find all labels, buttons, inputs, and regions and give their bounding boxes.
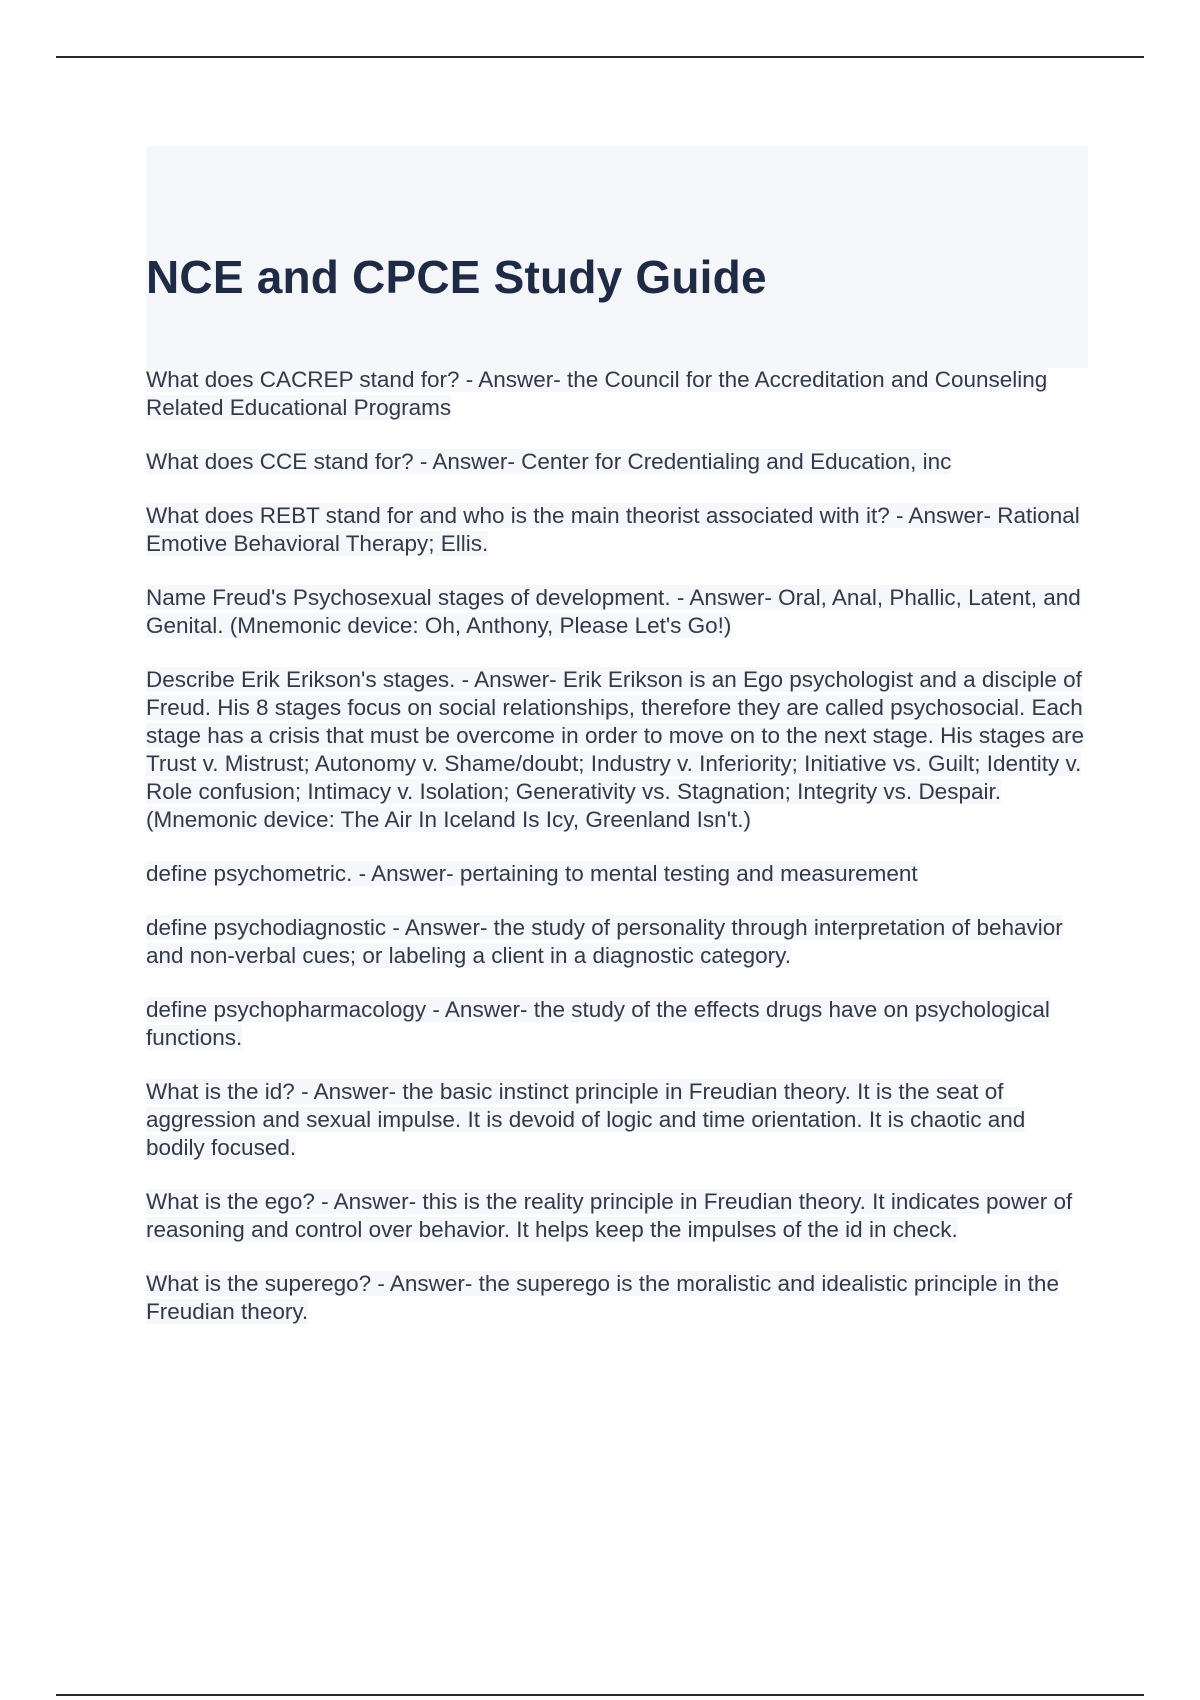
qa-text: Name Freud's Psychosexual stages of development. - Answer- Oral, Anal, Phallic, Latent, and Genital. (Mnemonic device: Oh, Anthony, Please Let's Go!) (146, 585, 1081, 638)
page-title: NCE and CPCE Study Guide (146, 251, 767, 303)
qa-item (146, 502, 1088, 558)
bottom-rule (56, 1694, 1144, 1696)
qa-item (146, 996, 1088, 1052)
qa-text: define psychopharmacology - Answer- the study of the effects drugs have on psychological functions. (146, 997, 1050, 1050)
qa-item (146, 1270, 1088, 1326)
qa-item (146, 666, 1088, 834)
qa-text: What is the superego? - Answer- the superego is the moralistic and idealistic principle in the Freudian theory. (146, 1271, 1059, 1324)
qa-item (146, 448, 1088, 476)
qa-text: What does CACREP stand for? - Answer- the Council for the Accreditation and Counseling Related Educational Programs (146, 367, 1048, 420)
qa-item (146, 366, 1088, 422)
qa-item (146, 914, 1088, 970)
qa-list (146, 366, 1088, 1352)
qa-item (146, 584, 1088, 640)
qa-text: Describe Erik Erikson's stages. - Answer- Erik Erikson is an Ego psychologist and a disciple of Freud. His 8 stages focus on social relationships, therefore they are called psychosocial. Each stage has a crisis that must be overcome in order to move on to the next stage. His stages are Trust v. Mistrust; Autonomy v. Shame/doubt; Industry v. Inferiority; Initiative vs. Guilt; Identity v. Role confusion; Intimacy v. Isolation; Generativity vs. Stagnation; Integrity vs. Despair. (Mnemonic device: The Air In Iceland Is Icy, Greenland Isn't.) (146, 667, 1084, 832)
qa-text: What is the ego? - Answer- this is the reality principle in Freudian theory. It indicates power of reasoning and control over behavior. It helps keep the impulses of the id in check. (146, 1189, 1073, 1242)
qa-item (146, 860, 1088, 888)
qa-text: What does REBT stand for and who is the main theorist associated with it? - Answer- Rational Emotive Behavioral Therapy; Ellis. (146, 503, 1080, 556)
qa-text: define psychometric. - Answer- pertaining to mental testing and measurement (146, 861, 918, 886)
qa-text: What is the id? - Answer- the basic instinct principle in Freudian theory. It is the seat of aggression and sexual impulse. It is devoid of logic and time orientation. It is chaotic and bodily focused. (146, 1079, 1026, 1160)
top-rule (56, 56, 1144, 58)
qa-item (146, 1188, 1088, 1244)
qa-item (146, 1078, 1088, 1162)
qa-text: What does CCE stand for? - Answer- Center for Credentialing and Education, inc (146, 449, 952, 474)
qa-text: define psychodiagnostic - Answer- the study of personality through interpretation of behavior and non-verbal cues; or labeling a client in a diagnostic category. (146, 915, 1063, 968)
